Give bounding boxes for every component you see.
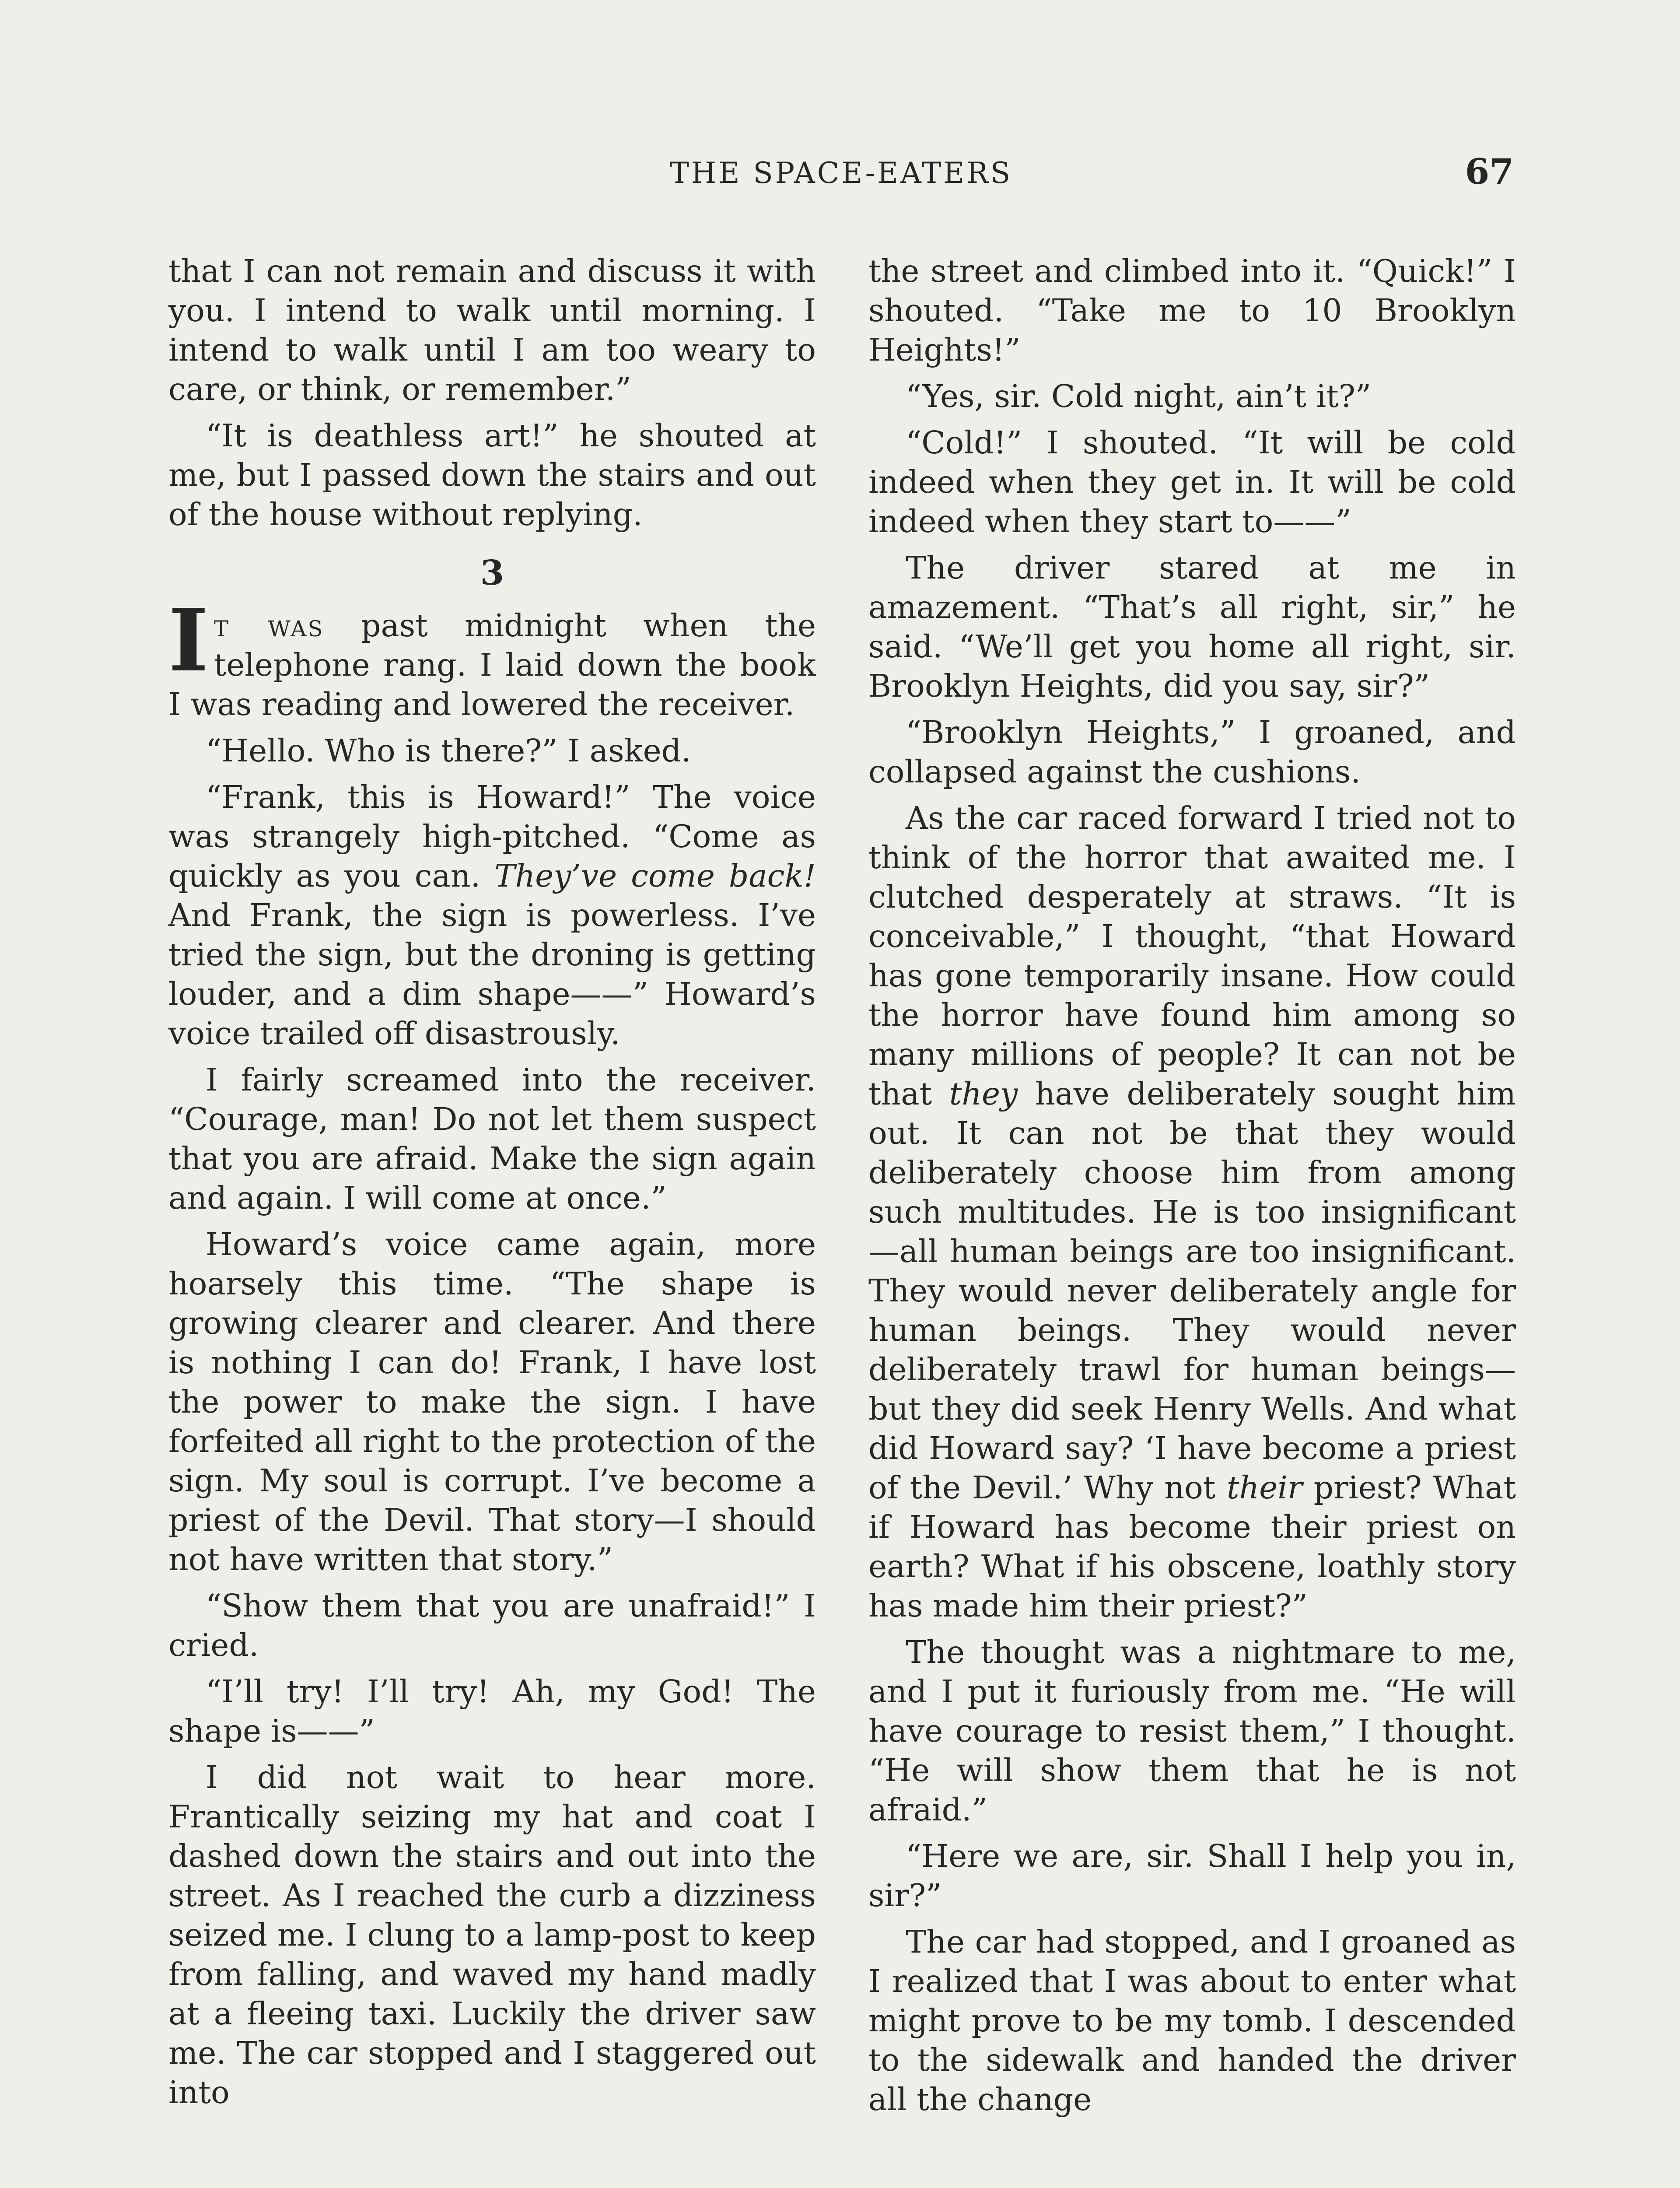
page-number: 67 bbox=[1465, 151, 1514, 192]
paragraph: “I’ll try! I’ll try! Ah, my God! The shape is——” bbox=[168, 1673, 816, 1749]
paragraph-text: As the car raced forward I tried not to think of the horror that awaited me. I clutched desperately at straws. “It is conceivable,” I thought, “that Howard has gone temporarily insane. How could the horror have found him among so many millions of people? It can not be that bbox=[868, 800, 1516, 1112]
paragraph: “Here we are, sir. Shall I help you in, sir?” bbox=[868, 1838, 1516, 1914]
paragraph-text: priest? What if Howard has become their priest on earth? What if his obscene, loathly story has made him their priest?” bbox=[868, 1469, 1516, 1624]
paragraph: The car had stopped, and I groaned as I realized that I was about to enter what might prove to be my tomb. I descended to the sidewalk and handed the driver all the change bbox=[868, 1924, 1516, 2118]
paragraph: that I can not remain and discuss it with you. I intend to walk until morning. I intend to walk until I am too weary to care, or think, or remember.” bbox=[168, 253, 816, 407]
paragraph-with-dropcap bbox=[168, 590, 816, 724]
paragraph-text: “Frank, this is Howard!” The voice was strangely high-pitched. “Come as quickly as you can. bbox=[168, 779, 816, 894]
paragraph: I fairly screamed into the receiver. “Courage, man! Do not let them suspect that you are afraid. Make the sign again and again. I will come at once.” bbox=[168, 1062, 816, 1216]
italic-text: they bbox=[949, 1076, 1018, 1112]
small-caps-lead: t was bbox=[214, 607, 324, 644]
paragraph bbox=[168, 778, 816, 1053]
paragraph: The thought was a nightmare to me, and I put it furiously from me. “He will have courage to resist them,” I thought. “He will show them that he is not afraid.” bbox=[868, 1634, 1516, 1828]
paragraph: “Yes, sir. Cold night, ain’t it?” bbox=[906, 378, 1372, 414]
italic-text: their bbox=[1227, 1469, 1302, 1506]
page-header bbox=[168, 147, 1514, 199]
paragraph: “Cold!” I shouted. “It will be cold indeed when they get in. It will be cold indeed when they start to——” bbox=[868, 424, 1516, 540]
paragraph: Howard’s voice came again, more hoarsely this time. “The shape is growing clearer and clearer. And there is nothing I can do! Frank, I have lost the power to make the sign. I have forfeited all right to the protection of the sign. My soul is corrupt. I’ve become a priest of the Devil. That story—I should not have written that story.” bbox=[168, 1226, 816, 1578]
paragraph: the street and climbed into it. “Quick!” I shouted. “Take me to 10 Brooklyn Heights!” bbox=[868, 253, 1516, 368]
paragraph-text: And Frank, the sign is powerless. I’ve tried the sign, but the droning is getting louder, and a dim shape——” Howard’s voice trailed off disastrously. bbox=[168, 897, 816, 1052]
right-column bbox=[868, 252, 1516, 2126]
paragraph-text: past midnight when the telephone rang. I laid down the book I was reading and lowered the receiver. bbox=[168, 607, 816, 722]
paragraph: “Show them that you are unafraid!” I cried. bbox=[168, 1588, 816, 1663]
italic-text: They’ve come back! bbox=[494, 858, 816, 894]
paragraph: “It is deathless art!” he shouted at me, but I passed down the stairs and out of the house without replying. bbox=[168, 417, 816, 533]
paragraph: The driver stared at me in amazement. “That’s all right, sir,” he said. “We’ll get you home all right, sir. Brooklyn Heights, did you say, sir?” bbox=[868, 550, 1516, 704]
paragraph: “Brooklyn Heights,” I groaned, and collapsed against the cushions. bbox=[868, 714, 1516, 790]
left-column bbox=[168, 252, 816, 2119]
drop-cap: I bbox=[168, 590, 209, 691]
paragraph: “Hello. Who is there?” I asked. bbox=[206, 733, 691, 769]
section-number: 3 bbox=[480, 553, 504, 593]
paragraph bbox=[868, 799, 1516, 1626]
paragraph-text: have deliberately sought him out. It can not be that they would deliberately choose him from among such multitudes. He is too insignificant—all human beings are too insignificant. They would never deliberately angle for human beings. They would never deliberately trawl for human beings—but they did seek Henry Wells. And what did Howard say? ‘I have become a priest of the Devil.’ Why not bbox=[868, 1076, 1516, 1506]
paragraph: I did not wait to hear more. Frantically seizing my hat and coat I dashed down the stairs and out into the street. As I reached the curb a dizziness seized me. I clung to a lamp-post to keep from falling, and waved my hand madly at a fleeing taxi. Luckily the driver saw me. The car stopped and I staggered out into bbox=[168, 1759, 816, 2111]
running-title: THE SPACE-EATERS bbox=[669, 156, 1013, 190]
